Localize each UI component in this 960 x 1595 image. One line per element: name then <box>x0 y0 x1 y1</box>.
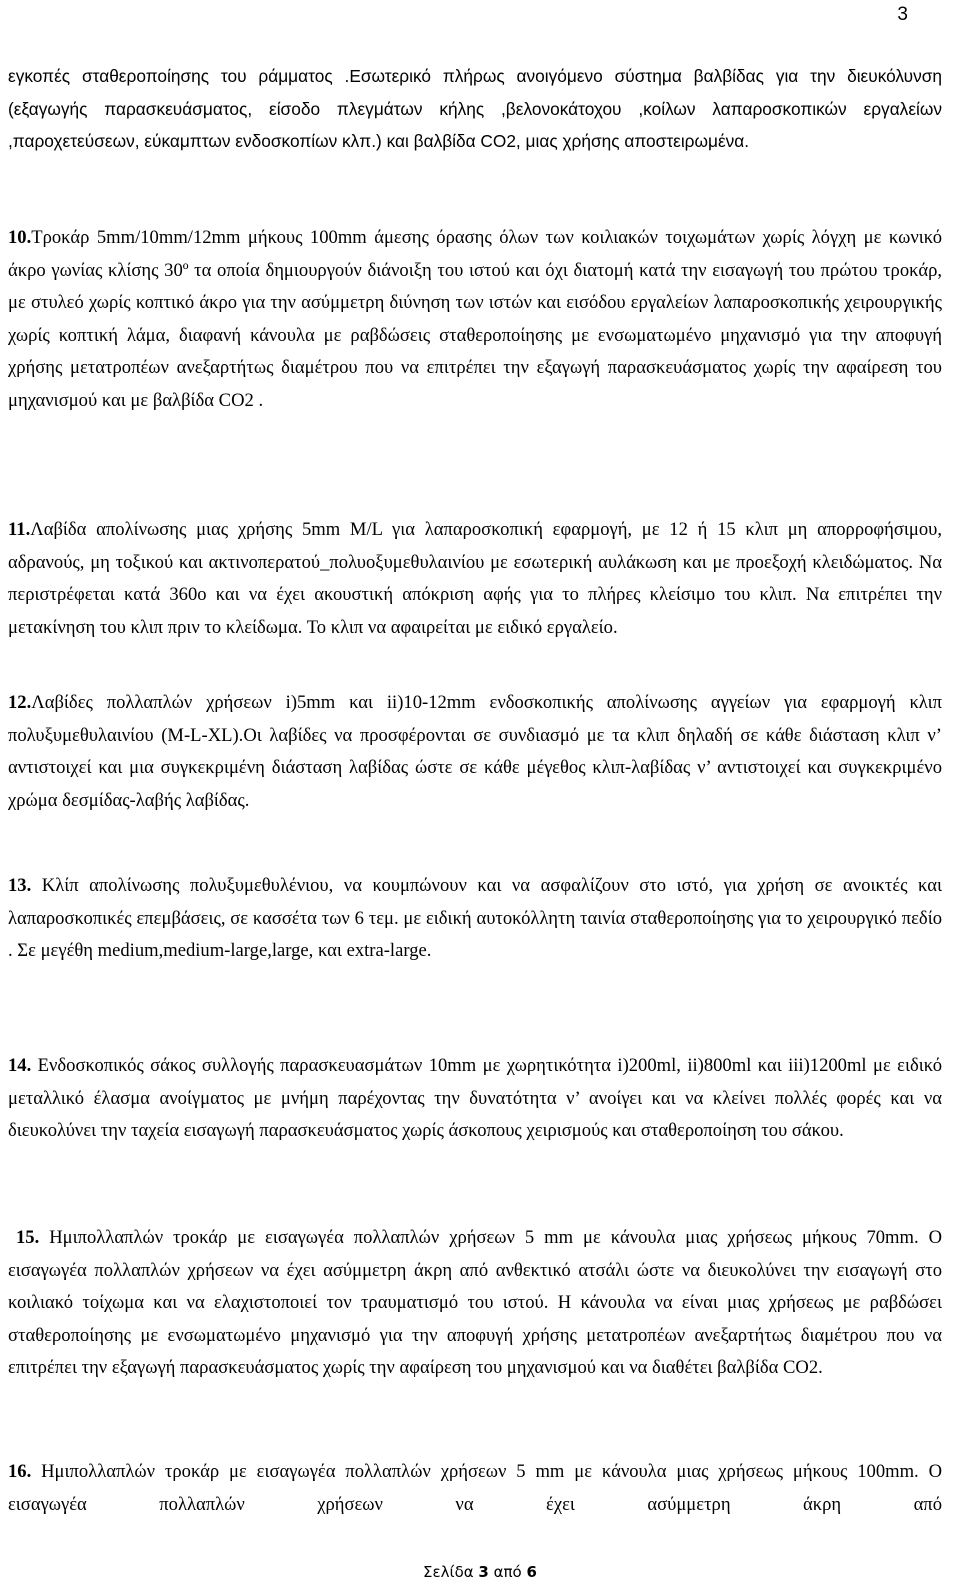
paragraph-item-10 <box>8 222 942 417</box>
item-number: 15. <box>16 1227 40 1248</box>
paragraph-text: Ημιπολλαπλών τροκάρ με εισαγωγέα πολλαπλών χρήσεων 5 mm με κάνουλα μιας χρήσεως μήκους 100mm. Ο εισαγωγέα πολλαπλών χρήσεων να έχει ασύμμετρη άκρη από <box>8 1461 943 1515</box>
paragraph-item-12 <box>8 687 942 817</box>
paragraph-text: Λαβίδες πολλαπλών χρήσεων i)5mm και ii)10-12mm ενδοσκοπικής απολίνωσης αγγείων για εφαρμογή κλιπ πολυξυμεθυλαινίου (M-L-XL).Οι λαβίδες να προσφέρονται σε συνδιασμό με τα κλιπ δηλαδή σε κάθε διάσταση κλιπ ν’ αντιστοιχεί και μια συγκεκριμένη διάσταση λαβίδας ώστε σε κάθε μέγεθος κλιπ-λαβίδας ν’ αντιστοιχεί και συγκεκριμένο χρώμα δεσμίδας-λαβής λαβίδας. <box>8 692 942 811</box>
paragraph-item-14 <box>8 1050 942 1148</box>
paragraph-text: Ημιπολλαπλών τροκάρ με εισαγωγέα πολλαπλών χρήσεων 5 mm με κάνουλα μιας χρήσεως μήκους 70mm. Ο εισαγωγέα πολλαπλών χρήσεων να έχει ασύμμετρη άκρη από ανθεκτικό ατσάλι ώστε να διευκολύνει την εισαγωγή στο κοιλιακό τοίχωμα και να ελαχιστοποιεί τον τραυματισμό του ιστού. Η κάνουλα να είναι μιας χρήσεως με ραβδώσει σταθεροποίησης με ενσωματωμένο μηχανισμό για την αποφυγή χρήσης μετατροπέων ανεξαρτήτως διαμέτρου που να επιτρέπει την εξαγωγή παρασκευάσματος χωρίς την αφαίρεση του μηχανισμού και να διαθέτει βαλβίδα CO2. <box>8 1227 942 1378</box>
paragraph-text: Κλίπ απολίνωσης πολυξυμεθυλένιου, να κουμπώνουν και να ασφαλίζουν στο ιστό, για χρήση σε ανοικτές και λαπαροσκοπικές επεμβάσεις, σε κασσέτα των 6 τεμ. με ειδική αυτοκόλλητη ταινία σταθεροποίησης για το χειρουργικό πεδίο . Σε μεγέθη medium,medium-large,large, και extra-large. <box>8 875 942 961</box>
footer-current-page: 3 <box>478 1563 489 1581</box>
item-number: 10. <box>8 227 32 248</box>
paragraph-text: Τροκάρ 5mm/10mm/12mm μήκους 100mm άμεσης όρασης όλων των κοιλιακών τοιχωμάτων χωρίς λόγχη με κωνικό άκρο γωνίας κλίσης 30º τα οποία δημιουργούν διάνοιξη του ιστού και όχι διατομή κατά την εισαγωγή του πρώτου τροκάρ, με στυλεό χωρίς κοπτικό άκρο για την ασύμμετρη διύνηση των ιστών και εισόδου εργαλείων λαπαροσκοπικής χειρουργικής χωρίς κοπτική λάμα, διαφανή κάνουλα με ραβδώσεις σταθεροποίησης με ενσωματωμένο μηχανισμό για την αποφυγή χρήσης μετατροπέων ανεξαρτήτως διαμέτρου που να επιτρέπει την εξαγωγή παρασκευάσματος χωρίς την αφαίρεση του μηχανισμού και με βαλβίδα CO2 . <box>8 227 942 411</box>
page-footer <box>0 1563 960 1581</box>
item-number: 16. <box>8 1461 32 1482</box>
paragraph-item-9-continuation <box>8 60 942 158</box>
paragraph-text: Ενδοσκοπικός σάκος συλλογής παρασκευασμάτων 10mm με χωρητικότητα i)200ml, ii)800ml και iii)1200ml με ειδικό μεταλλικό έλασμα ανοίγματος με μνήμη παρέχοντας την δυνατότητα ν’ ανοίγει και να κλείνει πολλές φορές και να διευκολύνει την ταχεία εισαγωγή παρασκευάσματος χωρίς άσκοπους χειρισμούς και σταθεροποίηση του σάκου. <box>8 1055 942 1141</box>
item-number: 13. <box>8 875 32 896</box>
footer-total-pages: 6 <box>526 1563 537 1581</box>
header-page-number: 3 <box>897 4 908 25</box>
item-number: 14. <box>8 1055 32 1076</box>
footer-of-label: από <box>493 1563 522 1581</box>
footer-page-label: Σελίδα <box>423 1563 474 1581</box>
item-number: 11. <box>8 519 31 540</box>
paragraph-item-11 <box>8 514 942 644</box>
paragraph-text: Λαβίδα απολίνωσης μιας χρήσης 5mm M/L για λαπαροσκοπική εφαρμογή, με 12 ή 15 κλιπ μη απορροφήσιμου, αδρανούς, μη τοξικού και ακτινοπερατού_πολυοξυμεθυλαινίου με εσωτερική αυλάκωση και με προεξοχή κλειδώματος. Να περιστρέφεται κατά 360ο και να έχει ακουστική απόκριση αφής για το πλήρες κλείσιμο του κλιπ. Να επιτρέπει την μετακίνηση του κλιπ πριν το κλείδωμα. Το κλιπ να αφαιρείται με ειδικό εργαλείο. <box>8 519 942 638</box>
paragraph-item-15 <box>8 1222 942 1385</box>
paragraph-item-16 <box>8 1456 942 1521</box>
item-number: 12. <box>8 692 32 713</box>
paragraph-text: εγκοπές σταθεροποίησης του ράμματος .Εσωτερικό πλήρως ανοιγόμενο σύστημα βαλβίδας για την διευκόλυνση (εξαγωγής παρασκευάσματος, είσοδο πλεγμάτων κήλης ,βελονοκάτοχου ,κοίλων λαπαροσκοπικών εργαλείων ,παροχετεύσεων, εύκαμπτων ενδοσκοπίων κλπ.) και βαλβίδα CO2, μιας χρήσης αποστειρωμένα. <box>8 66 942 151</box>
paragraph-item-13 <box>8 870 942 968</box>
